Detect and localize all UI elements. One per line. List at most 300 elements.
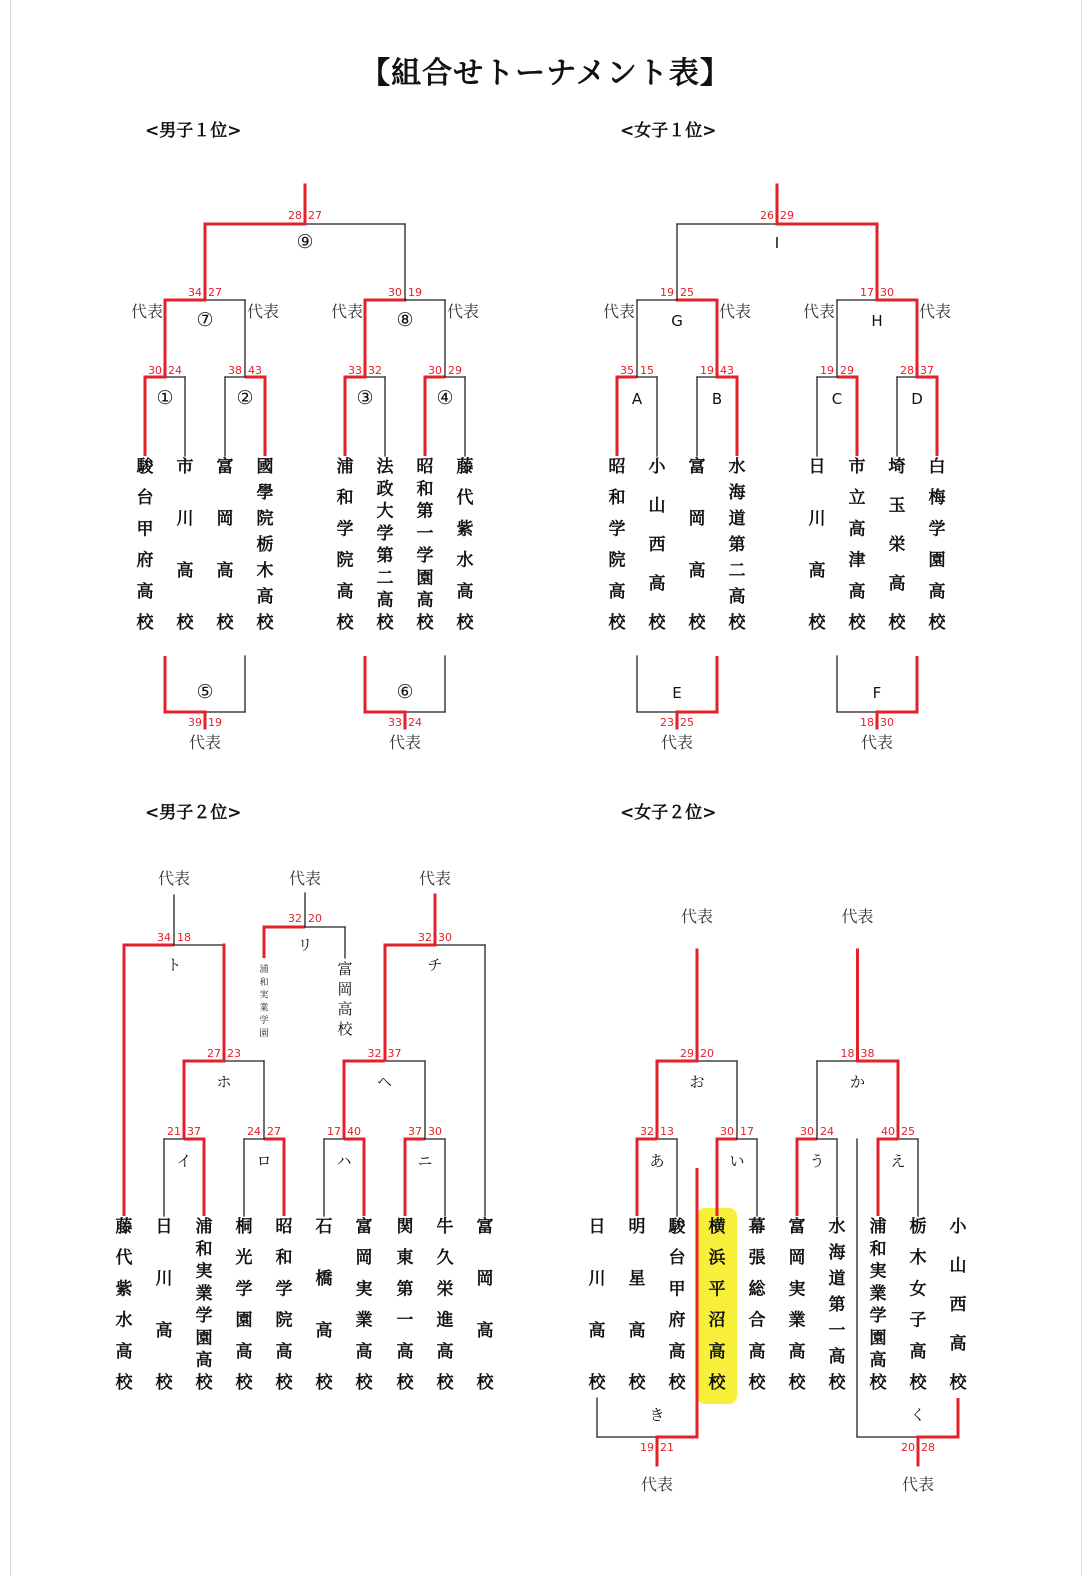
boys1-lower-rep-2: 代表: [388, 733, 422, 752]
boys1-team-2-char: 高: [176, 561, 194, 581]
girls2-r1-2-score-left: 30: [720, 1125, 734, 1138]
boys1-team-5-char: 和: [336, 488, 354, 509]
girls2-team-7-char: 海: [828, 1243, 846, 1263]
boys1-r1-2-score-left: 38: [228, 364, 242, 377]
girls1-lower-2-score-right: 30: [880, 716, 894, 729]
boys2-team-2-char: 高: [155, 1321, 173, 1341]
boys2-team-2-char: 川: [155, 1269, 173, 1289]
girls2-team-8-char: 業: [869, 1283, 887, 1304]
boys2-final-team-left-char: 園: [259, 1029, 269, 1039]
girls2-r1-1-score-left: 32: [640, 1125, 654, 1138]
girls2-team-5-char: 校: [748, 1373, 766, 1393]
girls2-team-8-char: 高: [869, 1350, 887, 1371]
boys2-team-1-char: 代: [115, 1248, 133, 1269]
girls1-r1-4-score-left: 28: [900, 364, 914, 377]
girls1-r1-2-score-right: 43: [720, 364, 734, 377]
boys2-r1-label-1: イ: [176, 1152, 192, 1170]
boys1-r2-rep-left-1: 代表: [130, 302, 163, 321]
girls2-team-7-char: 水: [828, 1217, 846, 1237]
girls2-team-5-char: 幕: [748, 1217, 766, 1237]
boys2-team-7-char: 校: [355, 1373, 373, 1393]
girls1-team-3-char: 校: [688, 613, 706, 633]
girls2-team-4-char: 平: [708, 1279, 726, 1300]
boys2-r1-4-score-left: 37: [408, 1125, 422, 1138]
boys2-r1-4-score-right: 30: [428, 1125, 442, 1138]
boys1-team-5-char: 浦: [336, 457, 354, 477]
boys1-lower-label-2: ⑥: [396, 681, 414, 703]
boys2-r1-3-score-left: 17: [327, 1125, 341, 1138]
girls1-team-7-char: 玉: [888, 496, 906, 516]
girls1-r1-4-score-right: 37: [920, 364, 934, 377]
boys1-lower-1-score-right: 19: [208, 716, 222, 729]
boys2-team-7-char: 業: [355, 1310, 373, 1331]
boys2-team-3-char: 実: [195, 1261, 213, 1282]
girls1-r1-1-score-left: 35: [620, 364, 634, 377]
girls2-team-9-char: 校: [909, 1373, 927, 1393]
boys1-team-4-char: 國: [256, 457, 274, 477]
girls2-team-10-char: 西: [949, 1295, 967, 1315]
girls1-team-6-char: 高: [848, 519, 866, 540]
girls1-team-8-char: 白: [928, 457, 946, 477]
boys2-final-team-right-char: 高: [337, 1000, 353, 1018]
girls2-team-6-char: 校: [788, 1373, 806, 1393]
boys1-team-6-char: 高: [376, 590, 394, 611]
girls2-team-1-char: 高: [588, 1321, 606, 1341]
boys1-team-6-char: 校: [376, 613, 394, 633]
boys2-team-10-char: 校: [476, 1373, 494, 1393]
girls1-team-3-char: 富: [688, 457, 706, 477]
boys1-team-7-char: 昭: [416, 457, 434, 477]
girls1-team-2-char: 小: [648, 457, 666, 477]
boys1-team-4-char: 院: [256, 509, 274, 529]
boys2-team-10-char: 岡: [476, 1269, 494, 1289]
boys2-r1-label-2: ロ: [256, 1152, 272, 1170]
girls1-lower-1-score-left: 23: [660, 716, 674, 729]
girls2-team-8-char: 和: [869, 1239, 887, 1260]
girls2-r1-match-4-win-path: [878, 1139, 898, 1216]
boys1-r2-2-score-left: 30: [388, 286, 402, 299]
girls2-lower-2-score-right: 28: [921, 1441, 935, 1454]
girls2-team-7-char: 校: [828, 1373, 846, 1393]
boys1-r1-3-score-right: 32: [368, 364, 382, 377]
girls1-team-8-char: 校: [928, 613, 946, 633]
girls1-team-6-char: 津: [848, 550, 866, 571]
boys1-r1-label-1: ①: [156, 387, 174, 409]
boys1-team-7-char: 和: [416, 479, 434, 500]
girls1-team-5-char: 校: [808, 613, 826, 633]
boys2-team-8-char: 一: [396, 1310, 414, 1331]
boys2-team-8-char: 校: [396, 1373, 414, 1393]
boys1-r2-rep-left-2: 代表: [330, 302, 363, 321]
boys1-team-4-char: 木: [256, 561, 274, 581]
girls1-r2-label-1: G: [671, 312, 683, 330]
girls2-r2-1-score-left: 29: [680, 1047, 694, 1060]
boys2-team-1-char: 高: [115, 1341, 133, 1362]
girls2-r1-match-3-win-path: [797, 1139, 817, 1216]
boys2-r1-match-2-win-path: [264, 1139, 284, 1216]
girls2-r2-label-1: お: [689, 1073, 705, 1091]
boys2-team-8-char: 関: [396, 1217, 414, 1237]
girls1-lower-win-2: [877, 656, 917, 712]
girls1-team-8-char: 高: [928, 581, 946, 602]
boys1-team-2-char: 市: [176, 457, 194, 477]
boys2-team-1-char: 藤: [115, 1217, 133, 1237]
boys1-team-2-char: 校: [176, 613, 194, 633]
girls1-team-1-char: 院: [608, 550, 626, 571]
boys1-final-score-right: 27: [308, 209, 322, 222]
girls2-team-7-char: 第: [828, 1295, 846, 1315]
boys2-r2-1-score-left: 27: [207, 1047, 221, 1060]
boys1-r1-2-score-right: 43: [248, 364, 262, 377]
boys1-team-5-char: 院: [336, 550, 354, 571]
girls1-r1-match-4-win-path: [917, 377, 937, 456]
girls2-team-8-char: 学: [869, 1306, 887, 1327]
girls2-team-3-char: 甲: [668, 1279, 686, 1300]
boys2-r1-match-3-win-path: [344, 1139, 364, 1216]
boys1-team-1-char: 駿: [136, 457, 154, 477]
boys2-team-4-char: 桐: [235, 1217, 253, 1237]
boys2-team-3-char: 園: [195, 1328, 213, 1349]
girls2-r1-3-score-right: 24: [820, 1125, 834, 1138]
boys1-team-1-char: 甲: [136, 519, 154, 540]
girls1-team-2-char: 山: [648, 496, 666, 516]
boys2-team-2-char: 校: [155, 1373, 173, 1393]
girls2-team-6-char: 岡: [788, 1248, 806, 1269]
boys2-final-team-left-char: 実: [259, 990, 269, 1001]
girls2-r1-4-score-right: 25: [901, 1125, 915, 1138]
boys1-r1-1-score-right: 24: [168, 364, 182, 377]
girls2-team-1-char: 校: [588, 1373, 606, 1393]
boys1-team-8-char: 水: [456, 550, 474, 571]
boys2-team-1-char: 紫: [115, 1279, 133, 1300]
boys2-team-4-char: 光: [235, 1248, 253, 1269]
girls1-lower-rep-2: 代表: [860, 733, 894, 752]
girls2-team-3-char: 府: [668, 1310, 686, 1331]
section-heading-boys2: <男子２位>: [145, 803, 242, 823]
boys2-r2-2-score-right: 37: [387, 1047, 402, 1060]
girls2-team-5-char: 高: [748, 1341, 766, 1362]
girls1-team-7-char: 校: [888, 613, 906, 633]
boys2-final-score-right: 20: [308, 912, 322, 925]
boys2-r3-2-score-right: 30: [438, 931, 452, 944]
boys2-team-3-char: 和: [195, 1239, 213, 1260]
girls2-r1-4-score-left: 40: [881, 1125, 895, 1138]
girls2-r1-label-1: あ: [649, 1152, 665, 1170]
girls2-r1-3-score-left: 30: [800, 1125, 814, 1138]
girls1-r2-rep-right-2: 代表: [919, 302, 952, 321]
boys1-r2-2-score-right: 19: [408, 286, 422, 299]
boys1-team-8-char: 藤: [456, 457, 474, 477]
boys2-team-6-char: 高: [315, 1321, 333, 1341]
girls1-r1-label-4: D: [911, 390, 923, 408]
boys2-r1-2-score-right: 27: [267, 1125, 281, 1138]
girls2-team-6-char: 高: [788, 1341, 806, 1362]
boys2-final-team-right-char: 校: [337, 1020, 353, 1038]
boys2-r3-1-score-right: 18: [177, 931, 191, 944]
girls2-r2-label-2: か: [849, 1073, 866, 1091]
boys2-team-1-char: 水: [115, 1310, 133, 1331]
boys1-team-4-char: 栃: [256, 535, 274, 555]
girls1-lower-2-score-left: 18: [860, 716, 874, 729]
boys2-team-8-char: 東: [396, 1248, 414, 1269]
girls1-r2-rep-left-2: 代表: [802, 302, 835, 321]
boys1-r1-3-score-left: 33: [348, 364, 362, 377]
boys1-team-7-char: 第: [416, 501, 434, 522]
girls1-final-score-left: 26: [760, 209, 774, 222]
boys1-r1-label-3: ③: [356, 387, 374, 409]
girls2-lower-label-1: き: [649, 1406, 665, 1424]
girls1-r1-2-score-left: 19: [700, 364, 714, 377]
boys2-team-9-char: 高: [436, 1341, 454, 1362]
girls2-r2-rep-2: 代表: [841, 907, 874, 926]
boys2-team-7-char: 岡: [355, 1248, 373, 1269]
boys1-team-1-char: 高: [136, 581, 154, 602]
boys2-team-5-char: 院: [275, 1310, 293, 1331]
girls1-lower-rep-1: 代表: [660, 733, 694, 752]
girls2-team-6-char: 富: [788, 1217, 806, 1237]
girls2-team-8-char: 実: [869, 1261, 887, 1282]
boys2-r2-1-score-right: 23: [227, 1047, 241, 1060]
boys1-lower-1-score-left: 39: [188, 716, 202, 729]
boys2-team-7-char: 富: [355, 1217, 373, 1237]
girls2-team-1-char: 日: [588, 1217, 606, 1237]
girls1-team-2-char: 西: [648, 535, 666, 555]
girls2-team-10-char: 校: [949, 1373, 967, 1393]
girls2-r1-match-2-win-path: [717, 1139, 737, 1216]
girls2-team-1-char: 川: [588, 1269, 606, 1289]
girls1-team-1-char: 昭: [608, 457, 626, 477]
boys1-team-6-char: 法: [376, 457, 394, 477]
boys1-r1-label-4: ④: [436, 387, 454, 409]
boys1-lower-2-score-left: 33: [388, 716, 402, 729]
girls1-team-8-char: 園: [928, 550, 946, 571]
girls2-team-7-char: 一: [828, 1321, 846, 1341]
girls1-r1-match-1-win-path: [617, 377, 637, 456]
boys1-team-1-char: 校: [136, 613, 154, 633]
boys1-team-7-char: 学: [416, 546, 434, 567]
boys1-team-4-char: 校: [256, 613, 274, 633]
girls2-team-3-char: 校: [668, 1373, 686, 1393]
girls2-team-9-char: 女: [909, 1279, 927, 1300]
girls1-team-3-char: 岡: [688, 509, 706, 529]
girls2-team-8-char: 校: [869, 1373, 887, 1393]
section-heading-boys1: <男子１位>: [145, 121, 242, 141]
boys2-team-5-char: 校: [275, 1373, 293, 1393]
girls1-r2-2-score-right: 30: [880, 286, 894, 299]
boys1-team-8-char: 紫: [456, 519, 474, 540]
boys2-team-6-char: 橋: [315, 1269, 333, 1289]
boys2-team-4-char: 園: [235, 1310, 253, 1331]
boys2-r1-2-score-left: 24: [247, 1125, 261, 1138]
girls1-team-4-char: 二: [728, 561, 746, 581]
girls1-r2-1-score-right: 25: [680, 286, 694, 299]
boys1-team-7-char: 高: [416, 590, 434, 611]
girls2-team-7-char: 高: [828, 1347, 846, 1367]
girls2-r1-match-1-win-path: [637, 1139, 657, 1216]
boys2-r1-label-3: ハ: [336, 1152, 352, 1170]
boys2-team-8-char: 第: [396, 1279, 414, 1300]
girls1-final-score-right: 29: [780, 209, 794, 222]
boys1-r1-4-score-left: 30: [428, 364, 442, 377]
boys2-team-3-char: 高: [195, 1350, 213, 1371]
girls2-r1-1-score-right: 13: [660, 1125, 674, 1138]
girls1-lower-label-2: F: [872, 684, 882, 702]
girls2-r2-2-score-right: 38: [860, 1047, 875, 1060]
girls2-team-4-char: 校: [708, 1373, 726, 1393]
girls1-lower-win-1: [677, 656, 717, 712]
girls2-team-10-char: 小: [949, 1217, 967, 1237]
boys2-team-6-char: 校: [315, 1373, 333, 1393]
girls1-r1-match-2-win-path: [717, 377, 737, 456]
girls1-lower-1-score-right: 25: [680, 716, 694, 729]
girls2-team-9-char: 子: [909, 1310, 927, 1331]
boys1-team-7-char: 一: [416, 523, 434, 544]
boys2-final-score-left: 32: [288, 912, 302, 925]
girls2-team-10-char: 山: [949, 1256, 967, 1276]
boys2-team-5-char: 学: [275, 1279, 293, 1300]
girls1-team-7-char: 栄: [888, 535, 906, 555]
girls2-team-6-char: 実: [788, 1279, 806, 1300]
boys1-team-3-char: 校: [216, 613, 234, 633]
girls2-r1-label-3: う: [809, 1152, 825, 1170]
boys2-team-9-char: 校: [436, 1373, 454, 1393]
boys2-team-1-char: 校: [115, 1373, 133, 1393]
girls2-team-7-char: 道: [828, 1269, 846, 1289]
boys2-final-team-left-char: 浦: [259, 965, 269, 975]
boys1-team-1-char: 府: [136, 550, 154, 571]
girls1-r1-3-score-left: 19: [820, 364, 834, 377]
boys2-team-4-char: 学: [235, 1279, 253, 1300]
boys2-final-team-left-char: 業: [259, 1003, 269, 1014]
boys2-team-7-char: 高: [355, 1341, 373, 1362]
boys1-team-5-char: 学: [336, 519, 354, 540]
boys1-team-1-char: 台: [136, 488, 154, 509]
girls2-team-9-char: 木: [909, 1248, 927, 1269]
boys1-r2-rep-right-2: 代表: [447, 302, 480, 321]
boys2-r1-label-4: ニ: [417, 1152, 433, 1170]
boys1-lower-label-1: ⑤: [196, 681, 214, 703]
girls1-team-4-char: 海: [728, 483, 746, 503]
boys1-team-8-char: 代: [456, 488, 474, 509]
girls2-team-9-char: 栃: [909, 1217, 927, 1237]
girls1-team-4-char: 第: [728, 535, 746, 555]
boys2-team-9-char: 牛: [436, 1217, 454, 1237]
girls1-r2-rep-right-1: 代表: [719, 302, 752, 321]
girls2-team-6-char: 業: [788, 1310, 806, 1331]
girls2-r2-2-score-left: 18: [840, 1047, 855, 1060]
girls1-team-8-char: 学: [928, 519, 946, 540]
girls2-team-10-char: 高: [949, 1334, 967, 1354]
girls2-team-5-char: 総: [748, 1279, 766, 1300]
girls2-lower-label-2: く: [910, 1406, 926, 1424]
girls1-lower-label-1: E: [672, 684, 682, 702]
boys1-r1-4-score-right: 29: [448, 364, 462, 377]
girls2-team-4-char: 浜: [708, 1248, 726, 1269]
section-heading-girls1: <女子１位>: [620, 121, 717, 141]
boys2-r3-rep-1: 代表: [157, 869, 191, 888]
boys1-final-label: ⑨: [296, 231, 314, 253]
boys2-r3-label-1: ト: [166, 956, 182, 974]
boys2-team-4-char: 高: [235, 1341, 253, 1362]
boys1-r1-1-score-left: 30: [148, 364, 162, 377]
girls2-team-4-char: 沼: [708, 1310, 726, 1331]
girls2-team-3-char: 駿: [668, 1217, 686, 1237]
girls1-team-7-char: 埼: [888, 457, 906, 477]
girls2-team-2-char: 星: [628, 1269, 646, 1289]
girls2-r2-rep-1: 代表: [680, 907, 714, 926]
boys2-r3-win-path-1: [124, 945, 174, 1216]
boys1-team-7-char: 園: [416, 568, 434, 589]
boys2-r1-match-4-win-path: [405, 1139, 425, 1216]
boys2-r1-1-score-right: 37: [187, 1125, 201, 1138]
girls2-team-4-char: 横: [708, 1217, 726, 1237]
girls1-team-4-char: 高: [728, 587, 746, 607]
boys1-team-6-char: 第: [376, 546, 394, 567]
boys1-team-8-char: 校: [456, 613, 474, 633]
girls1-team-1-char: 校: [608, 613, 626, 633]
boys1-team-6-char: 大: [376, 501, 394, 522]
girls2-r1-label-4: え: [890, 1152, 906, 1170]
boys1-team-3-char: 高: [216, 561, 234, 581]
boys2-team-9-char: 栄: [436, 1279, 454, 1300]
girls2-team-5-char: 張: [748, 1248, 766, 1269]
boys2-team-9-char: 進: [436, 1310, 454, 1331]
boys2-team-10-char: 富: [476, 1217, 494, 1237]
boys2-r1-3-score-right: 40: [347, 1125, 361, 1138]
girls1-r2-label-2: H: [871, 312, 883, 330]
boys2-r1-1-score-left: 21: [167, 1125, 181, 1138]
boys2-team-4-char: 校: [235, 1373, 253, 1393]
boys1-team-3-char: 岡: [216, 509, 234, 529]
boys2-team-3-char: 業: [195, 1283, 213, 1304]
boys2-r3-1-score-left: 34: [157, 931, 171, 944]
girls1-r2-1-score-left: 19: [660, 286, 674, 299]
boys1-final-score-left: 28: [288, 209, 302, 222]
boys2-team-3-char: 学: [195, 1306, 213, 1327]
girls1-team-4-char: 道: [728, 509, 746, 529]
girls1-final-label: I: [774, 234, 780, 252]
girls2-team-2-char: 高: [628, 1321, 646, 1341]
girls2-r2-1-score-right: 20: [700, 1047, 714, 1060]
boys2-team-3-char: 校: [195, 1373, 213, 1393]
girls1-team-2-char: 高: [648, 574, 666, 594]
boys2-team-3-char: 浦: [195, 1217, 213, 1237]
boys1-team-7-char: 校: [416, 613, 434, 633]
girls1-team-4-char: 水: [728, 457, 746, 477]
girls2-team-2-char: 校: [628, 1373, 646, 1393]
boys1-team-8-char: 高: [456, 581, 474, 602]
boys2-team-5-char: 和: [275, 1248, 293, 1269]
boys2-final-team-right-char: 岡: [337, 980, 353, 998]
girls2-lower-2-score-left: 20: [901, 1441, 915, 1454]
boys2-final-rep: 代表: [288, 869, 322, 888]
girls1-team-6-char: 市: [848, 457, 866, 477]
boys2-team-7-char: 実: [355, 1279, 373, 1300]
girls1-r2-2-score-left: 17: [860, 286, 874, 299]
girls1-team-6-char: 高: [848, 581, 866, 602]
boys1-team-6-char: 二: [376, 568, 394, 589]
girls2-lower-1-score-left: 19: [640, 1441, 654, 1454]
girls1-team-6-char: 校: [848, 613, 866, 633]
girls1-team-1-char: 高: [608, 581, 626, 602]
boys1-team-2-char: 川: [176, 509, 194, 529]
girls1-r1-match-3-win-path: [837, 377, 857, 456]
girls2-team-8-char: 園: [869, 1328, 887, 1349]
boys2-team-10-char: 高: [476, 1321, 494, 1341]
boys2-r2-label-1: ホ: [216, 1073, 232, 1091]
boys2-r3-label-2: チ: [427, 956, 443, 974]
girls2-lower-1-score-right: 21: [660, 1441, 674, 1454]
